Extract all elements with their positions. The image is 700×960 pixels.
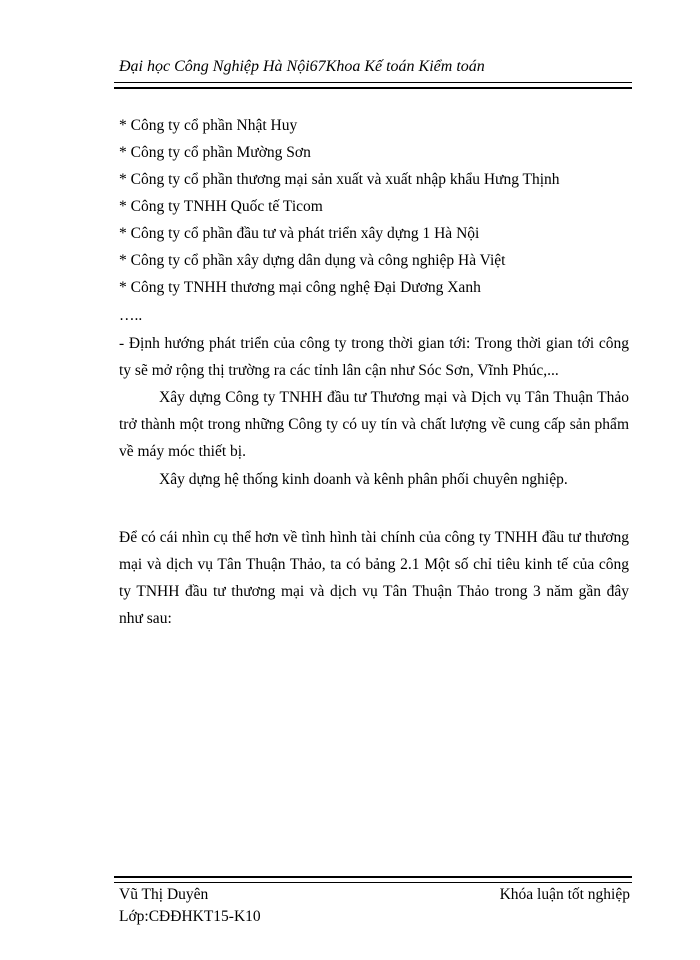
company-list-item: * Công ty cổ phần đầu tư và phát triển xây dựng 1 Hà Nội (119, 225, 480, 242)
company-list-item: * Công ty cổ phần Mường Sơn (119, 144, 311, 161)
company-list-item: * Công ty TNHH Quốc tế Ticom (119, 198, 323, 215)
footer-class: Lớp:CĐĐHKT15-K10 (119, 908, 261, 925)
orientation-paragraph: - Định hướng phát triển của công ty trong thời gian tới: Trong thời gian tới công ty sẽ mở rộng thị trường ra các tỉnh lân cận như Sóc Sơn, Vĩnh Phúc,... (119, 335, 629, 379)
company-list-item: * Công ty TNHH thương mại công nghệ Đại Dương Xanh (119, 279, 481, 296)
build-system-paragraph: Xây dựng hệ thống kinh doanh và kênh phân phối chuyên nghiệp. (159, 471, 568, 488)
company-list-item: * Công ty cổ phần thương mại sản xuất và xuất nhập khẩu Hưng Thịnh (119, 171, 560, 188)
header-rule (114, 82, 632, 89)
footer-doc-type: Khóa luận tốt nghiệp (499, 886, 630, 903)
company-list-item: * Công ty cổ phần xây dựng dân dụng và công nghiệp Hà Việt (119, 252, 506, 269)
footer-author: Vũ Thị Duyên (119, 886, 209, 903)
company-list-item: * Công ty cổ phần Nhật Huy (119, 117, 298, 134)
footer-rule (114, 876, 632, 883)
build-brand-paragraph: Xây dựng Công ty TNHH đầu tư Thương mại và Dịch vụ Tân Thuận Thảo trở thành một trong những Công ty có uy tín và chất lượng về cung cấp sản phẩm về máy móc thiết bị. (119, 389, 629, 460)
page-header-title: Đại học Công Nghiệp Hà Nội67Khoa Kế toán Kiểm toán (119, 58, 485, 75)
intro-paragraph: Để có cái nhìn cụ thể hơn về tình hình tài chính của công ty TNHH đầu tư thương mại và dịch vụ Tân Thuận Thảo, ta có bảng 2.1 Một số chỉ tiêu kinh tế của công ty TNHH đầu tư thương mại và dịch vụ Tân Thuận Thảo trong 3 năm gần đây như sau: (119, 529, 629, 627)
list-ellipsis: ….. (119, 307, 143, 324)
footer-author-block (119, 884, 261, 928)
